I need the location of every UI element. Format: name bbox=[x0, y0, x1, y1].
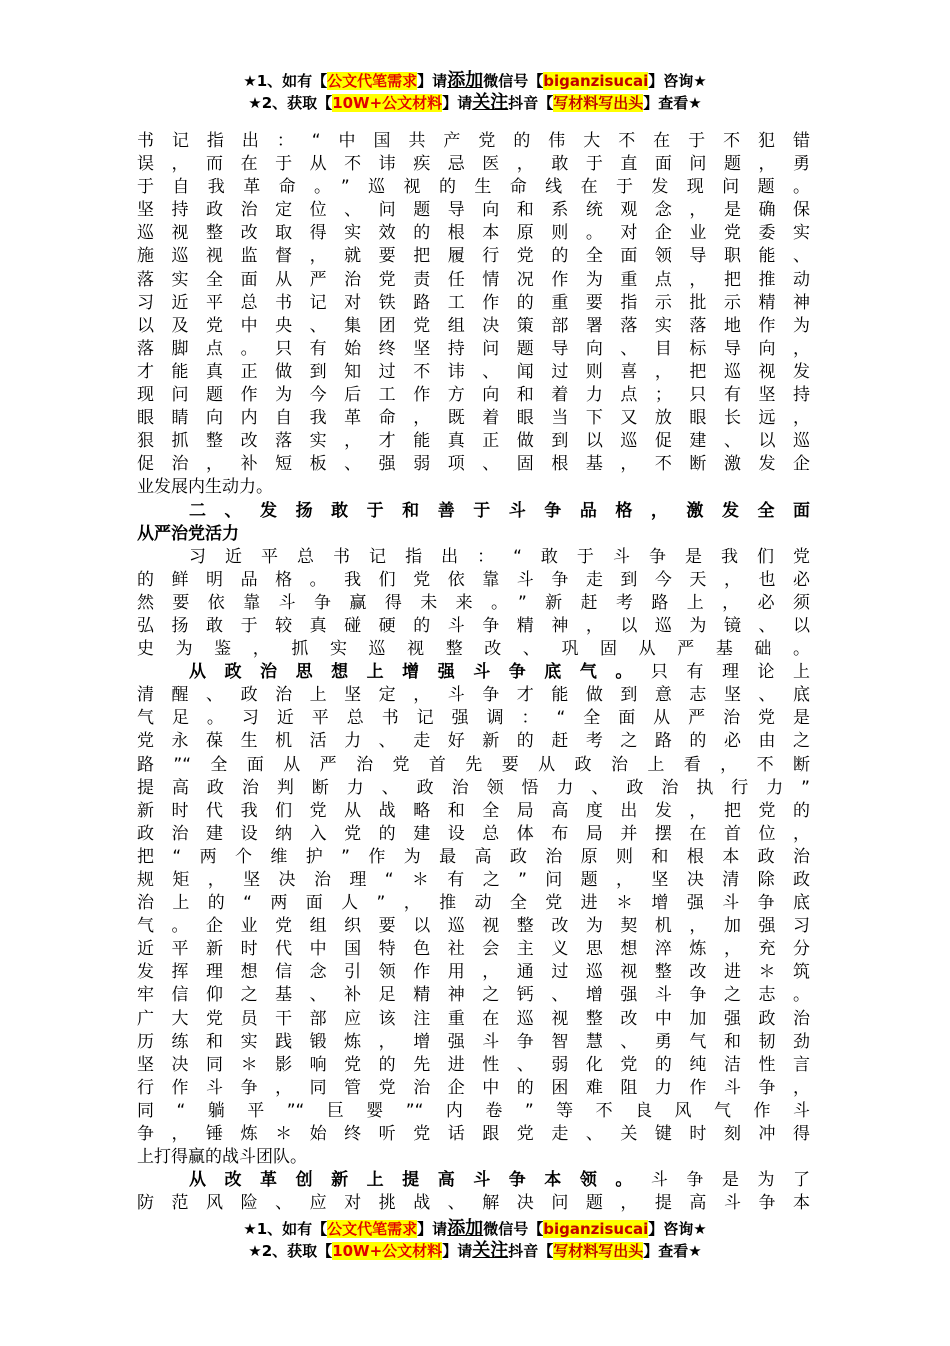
banner-highlight: 公文代笔需求 bbox=[327, 1220, 418, 1238]
text-line: 然要依靠斗争赢得未来。”新赶考路上，必须 bbox=[137, 592, 810, 613]
text-line: 气。企业党组织要以巡视整改为契机，加强习 bbox=[137, 916, 810, 937]
text-line: 才能真正做到知过不讳、闻过则喜，把巡视发 bbox=[137, 361, 810, 382]
bottom-banner bbox=[0, 1218, 950, 1262]
top-banner bbox=[0, 70, 950, 114]
text-run: 斗争是为了 bbox=[650, 1170, 810, 1191]
text-line: 眼睛向内自我革命，既着眼当下又放眼长远， bbox=[137, 408, 810, 429]
banner-text: 】咨询★ bbox=[648, 72, 707, 90]
banner-emphasis: 添加 bbox=[447, 70, 484, 91]
paragraph-4 bbox=[137, 1169, 810, 1215]
text-line: 现问题作为今后工作方向和着力点；只有坚持 bbox=[137, 385, 810, 406]
text-line: 误，而在于从不讳疾忌医，敢于直面问题，勇 bbox=[137, 154, 810, 175]
text-line: 广大党员干部应该注重在巡视整改中加强政治 bbox=[137, 1008, 810, 1029]
text-line: 施巡视监督，就要把履行党的全面领导职能、 bbox=[137, 246, 810, 267]
paragraph-lead: 从改革创新上提高斗争本领。 bbox=[189, 1170, 651, 1191]
text-line: 同“躺平”“巨婴”“内卷”等不良风气作斗 bbox=[137, 1100, 810, 1121]
text-line: 治上的“两面人”，推动全党进＊增强斗争底 bbox=[137, 893, 810, 914]
text-line: 以及党中央、集团党组决策部署落实落地作为 bbox=[137, 315, 810, 336]
banner-text: 】请 bbox=[417, 1220, 448, 1238]
text-line: 防范风险、应对挑战、解决问题，提高斗争本 bbox=[137, 1193, 810, 1214]
banner-text: 抖音【 bbox=[508, 1242, 554, 1260]
banner-text: 】请 bbox=[442, 94, 473, 112]
banner-wechat-id: biganzisucai bbox=[543, 72, 649, 90]
text-line: 巡视整改取得实效的根本原则。对企业党委实 bbox=[137, 223, 810, 244]
banner-text: 】咨询★ bbox=[648, 1220, 707, 1238]
document-body bbox=[137, 130, 810, 1215]
text-line: 落脚点。只有始终坚持问题导向、目标导向， bbox=[137, 338, 810, 359]
section-heading-2 bbox=[137, 500, 810, 546]
text-line: 于自我革命。”巡视的生命线在于发现问题。 bbox=[137, 177, 810, 198]
banner-text: 】查看★ bbox=[643, 1242, 702, 1260]
text-line: 规矩，坚决治理“＊有之”问题，坚决清除政 bbox=[137, 870, 810, 890]
banner-text: 】请 bbox=[417, 72, 448, 90]
text-line: 坚决同＊影响党的先进性、弱化党的纯洁性言 bbox=[137, 1054, 810, 1075]
banner-line-2 bbox=[0, 92, 950, 114]
banner-emphasis: 关注 bbox=[472, 1240, 509, 1261]
banner-highlight: 公文代笔需求 bbox=[327, 72, 418, 90]
banner-text: ★2、获取【 bbox=[248, 94, 333, 112]
text-line bbox=[137, 1169, 810, 1192]
banner-line-1 bbox=[0, 70, 950, 92]
text-line: 牢信仰之基、补足精神之钙、增强斗争之志。 bbox=[137, 985, 810, 1006]
text-line: 史为鉴，抓实巡视整改、巩固从严基础。 bbox=[137, 639, 810, 660]
text-line: 气足。习近平总书记强调：“全面从严治党是 bbox=[137, 708, 810, 729]
text-line: 习近平总书记对铁路工作的重要指示批示精神 bbox=[137, 292, 810, 313]
banner-line-1 bbox=[0, 1218, 950, 1240]
paragraph-1 bbox=[137, 130, 810, 500]
banner-text: 微信号【 bbox=[483, 1220, 544, 1238]
text-line: 路”“全面从严治党首先要从政治上看，不断 bbox=[137, 754, 810, 775]
text-line: 政治建设纳入党的建设总体布局并摆在首位， bbox=[137, 823, 810, 844]
text-line: 促治，补短板、强弱项、固根基，不断激发企 bbox=[137, 454, 810, 475]
banner-text: ★1、如有【 bbox=[243, 72, 328, 90]
text-line bbox=[137, 661, 810, 684]
text-line: 争，锤炼＊始终听党话跟党走、关键时刻冲得 bbox=[137, 1124, 810, 1145]
text-run: 只有理论上 bbox=[650, 662, 810, 683]
text-line: 历练和实践锻炼，增强斗争智慧、勇气和韧劲 bbox=[137, 1031, 810, 1052]
banner-douyin-id: 写材料写出头 bbox=[553, 1242, 644, 1260]
banner-wechat-id: biganzisucai bbox=[543, 1220, 649, 1238]
banner-text: ★2、获取【 bbox=[248, 1242, 333, 1260]
banner-text: 抖音【 bbox=[508, 94, 554, 112]
text-line: 行作斗争，同管党治企中的困难阻力作斗争， bbox=[137, 1077, 810, 1098]
text-line: 清醒、政治上坚定，斗争才能做到意志坚、底 bbox=[137, 685, 810, 706]
text-line: 发挥理想信念引领作用，通过巡视整改进＊筑 bbox=[137, 962, 810, 983]
text-line: 狠抓整改落实，才能真正做到以巡促建、以巡 bbox=[137, 431, 810, 452]
text-line: 业发展内生动力。 bbox=[137, 477, 273, 498]
text-line: 上打得赢的战斗团队。 bbox=[137, 1147, 307, 1168]
text-line: 坚持政治定位、问题导向和系统观念，是确保 bbox=[137, 200, 810, 221]
text-line: 落实全面从严治党责任情况作为重点，把推动 bbox=[137, 269, 810, 290]
heading-line: 二、发扬敢于和善于斗争品格，激发全面 bbox=[189, 500, 810, 521]
banner-douyin-id: 写材料写出头 bbox=[553, 94, 644, 112]
text-line: 弘扬敢于较真碰硬的斗争精神，以巡为镜、以 bbox=[137, 615, 810, 636]
text-line: 习近平总书记指出：“敢于斗争是我们党 bbox=[189, 546, 810, 567]
banner-highlight: 10W+公文材料 bbox=[332, 1242, 443, 1260]
paragraph-2 bbox=[137, 546, 810, 661]
banner-highlight: 10W+公文材料 bbox=[332, 94, 443, 112]
banner-emphasis: 关注 bbox=[472, 92, 509, 113]
banner-text: 】查看★ bbox=[643, 94, 702, 112]
text-line: 党永葆生机活力、走好新的赶考之路的必由之 bbox=[137, 731, 810, 752]
paragraph-lead: 从政治思想上增强斗争底气。 bbox=[189, 662, 651, 683]
banner-text: ★1、如有【 bbox=[243, 1220, 328, 1238]
text-line: 书记指出：“中国共产党的伟大不在于不犯错 bbox=[137, 131, 810, 151]
paragraph-3 bbox=[137, 661, 810, 1169]
heading-line: 从严治党活力 bbox=[137, 523, 239, 544]
text-line: 把“两个维护”作为最高政治原则和根本政治 bbox=[137, 846, 810, 867]
banner-line-2 bbox=[0, 1240, 950, 1262]
text-line: 近平新时代中国特色社会主义思想淬炼，充分 bbox=[137, 939, 810, 960]
banner-text: 】请 bbox=[442, 1242, 473, 1260]
text-line: 提高政治判断力、政治领悟力、政治执行力” bbox=[137, 777, 810, 798]
text-line: 新时代我们党从战略和全局高度出发，把党的 bbox=[137, 800, 810, 821]
banner-text: 微信号【 bbox=[483, 72, 544, 90]
banner-emphasis: 添加 bbox=[447, 1218, 484, 1239]
text-line: 的鲜明品格。我们党依靠斗争走到今天，也必 bbox=[137, 569, 810, 590]
